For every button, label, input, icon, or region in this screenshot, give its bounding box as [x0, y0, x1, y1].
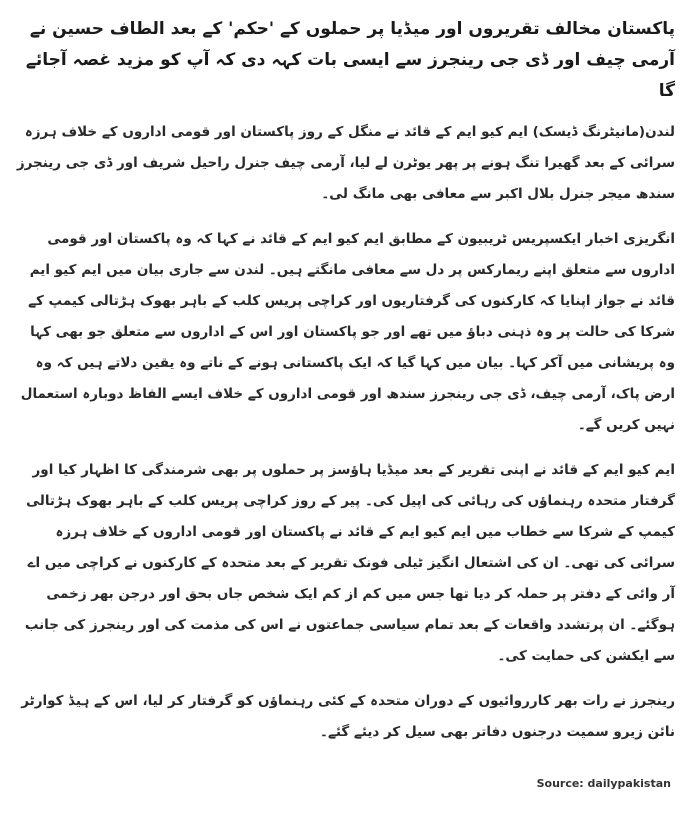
headline: پاکستان مخالف تقریروں اور میڈیا پر حملوں کے 'حکم' کے بعد الطاف حسین نے آرمی چیف اور ڈی جی رینجرز سے ایسی بات کہہ دی کہ آپ کو مزید غصہ آجائے گا	[25, 19, 675, 101]
paragraph-3: ایم کیو ایم کے قائد نے اپنی تقریر کے بعد میڈیا ہاؤسز پر حملوں پر بھی شرمندگی کا اظہار کیا اور گرفتار متحدہ رہنماؤں کی رہائی کی اپیل کی۔ پیر کے روز کراچی پریس کلب کے باہر بھوک ہڑتالی کیمپ کے شرکا سے خطاب میں ایم کیو ایم کے قائد نے پاکستان اور قومی اداروں کے خلاف ہرزہ سرائی کی تھی۔ ان کی اشتعال انگیز ٹیلی فونک تقریر کے بعد متحدہ کے کارکنوں نے کراچی میں اے آر وائی کے دفتر پر حملہ کر دیا تھا جس میں کم از کم ایک شخص جاں بحق اور درجن بھر زخمی ہوگئے۔ ان پرتشدد واقعات کے بعد تمام سیاسی جماعتوں نے اس کی مذمت کی اور رینجرز کی جانب سے ایکشن کی حمایت کی۔	[24, 462, 675, 664]
paragraph-2: انگریزی اخبار ایکسپریس ٹریبیون کے مطابق ایم کیو ایم کے قائد نے کہا کہ وہ پاکستان اور قومی اداروں سے متعلق اپنے ریمارکس پر دل سے معافی مانگتے ہیں۔ لندن سے جاری بیان میں ایم کیو ایم قائد نے جواز اپنایا کہ کارکنوں کی گرفتاریوں اور کراچی پریس کلب کے باہر بھوک ہڑتالی کیمپ کے شرکا کی حالت پر وہ ذہنی دباؤ میں تھے اور جو پاکستان اور اس کے اداروں سے متعلق جو بھی کہا وہ پریشانی میں آکر کہا۔ بیان میں کہا گیا کہ ایک پاکستانی ہونے کے ناتے وہ یقین دلاتے ہیں کہ وہ ارض پاک، آرمی چیف، ڈی جی رینجرز سندھ اور قومی اداروں کے خلاف ایسے الفاظ دوبارہ استعمال نہیں کریں گے۔	[20, 231, 675, 433]
source-credit: Source: dailypakistan	[536, 777, 671, 790]
paragraph-1: لندن(مانیٹرنگ ڈیسک) ایم کیو ایم کے قائد نے منگل کے روز پاکستان اور قومی اداروں کے خلاف ہرزہ سرائی کے بعد گھیرا تنگ ہونے پر پھر یوٹرن لے لیا، آرمی چیف جنرل راحیل شریف اور ڈی جی رینجرز سندھ میجر جنرل بلال اکبر سے معافی بھی مانگ لی۔	[16, 124, 675, 202]
paragraph-4: رینجرز نے رات بھر کارروائیوں کے دوران متحدہ کے کئی رہنماؤں کو گرفتار کر لیا، اس کے ہیڈ کوارٹر نائن زیرو سمیت درجنوں دفاتر بھی سیل کر دیئے گئے۔	[21, 693, 675, 740]
